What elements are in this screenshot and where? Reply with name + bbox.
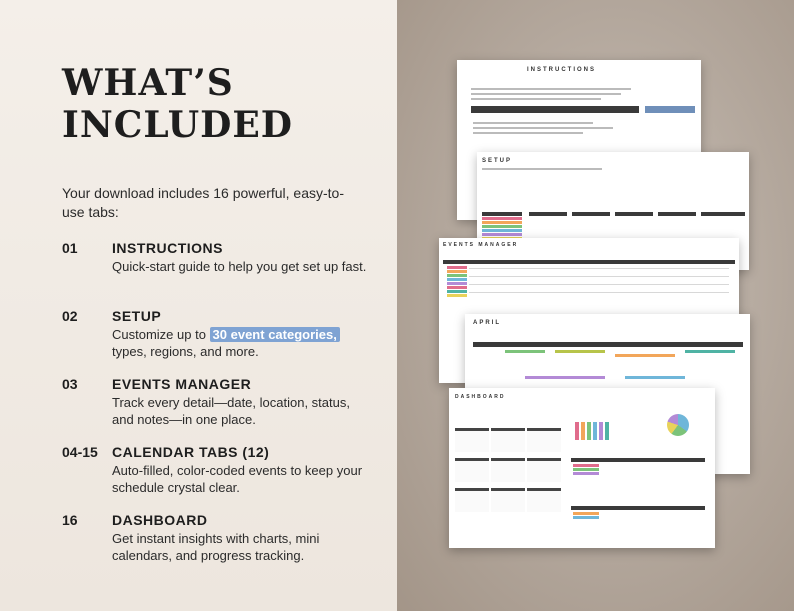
sheet-title: SETUP	[482, 158, 513, 164]
sheet-title: APRIL	[473, 320, 501, 326]
item-name: SETUP	[112, 308, 162, 324]
title-line-1: WHAT’S	[62, 62, 234, 104]
item-number: 04-15	[62, 444, 98, 460]
title-line-2: INCLUDED	[62, 104, 294, 146]
item-number: 01	[62, 240, 78, 256]
sheet-title: INSTRUCTIONS	[527, 67, 596, 73]
item-description: Track every detail—date, location, status, and notes—in one place.	[112, 395, 350, 427]
item-name: INSTRUCTIONS	[112, 240, 223, 256]
item-description: Auto-filled, color-coded events to keep your schedule crystal clear.	[112, 463, 363, 495]
item-description	[112, 326, 372, 360]
item-name: CALENDAR TABS (12)	[112, 444, 270, 460]
item-name: EVENTS MANAGER	[112, 376, 252, 392]
intro-text: Your download includes 16 powerful, easy-to-use tabs:	[62, 185, 344, 220]
highlight-text: 30 event categories,	[210, 327, 340, 342]
item-name: DASHBOARD	[112, 512, 208, 528]
item-description: Get instant insights with charts, mini calendars, and progress tracking.	[112, 531, 320, 563]
desc-text: Customize up to	[112, 327, 210, 342]
page-title	[62, 62, 293, 146]
sheet-title: DASHBOARD	[455, 394, 506, 400]
dashboard-sheet-preview	[449, 388, 715, 548]
item-number: 03	[62, 376, 78, 392]
item-description: Quick-start guide to help you get set up fast.	[112, 259, 367, 274]
desc-text: types, regions, and more.	[112, 344, 259, 359]
item-number: 02	[62, 308, 78, 324]
sheet-title: EVENTS MANAGER	[443, 242, 519, 248]
preview-panel	[397, 0, 794, 611]
item-number: 16	[62, 512, 78, 528]
